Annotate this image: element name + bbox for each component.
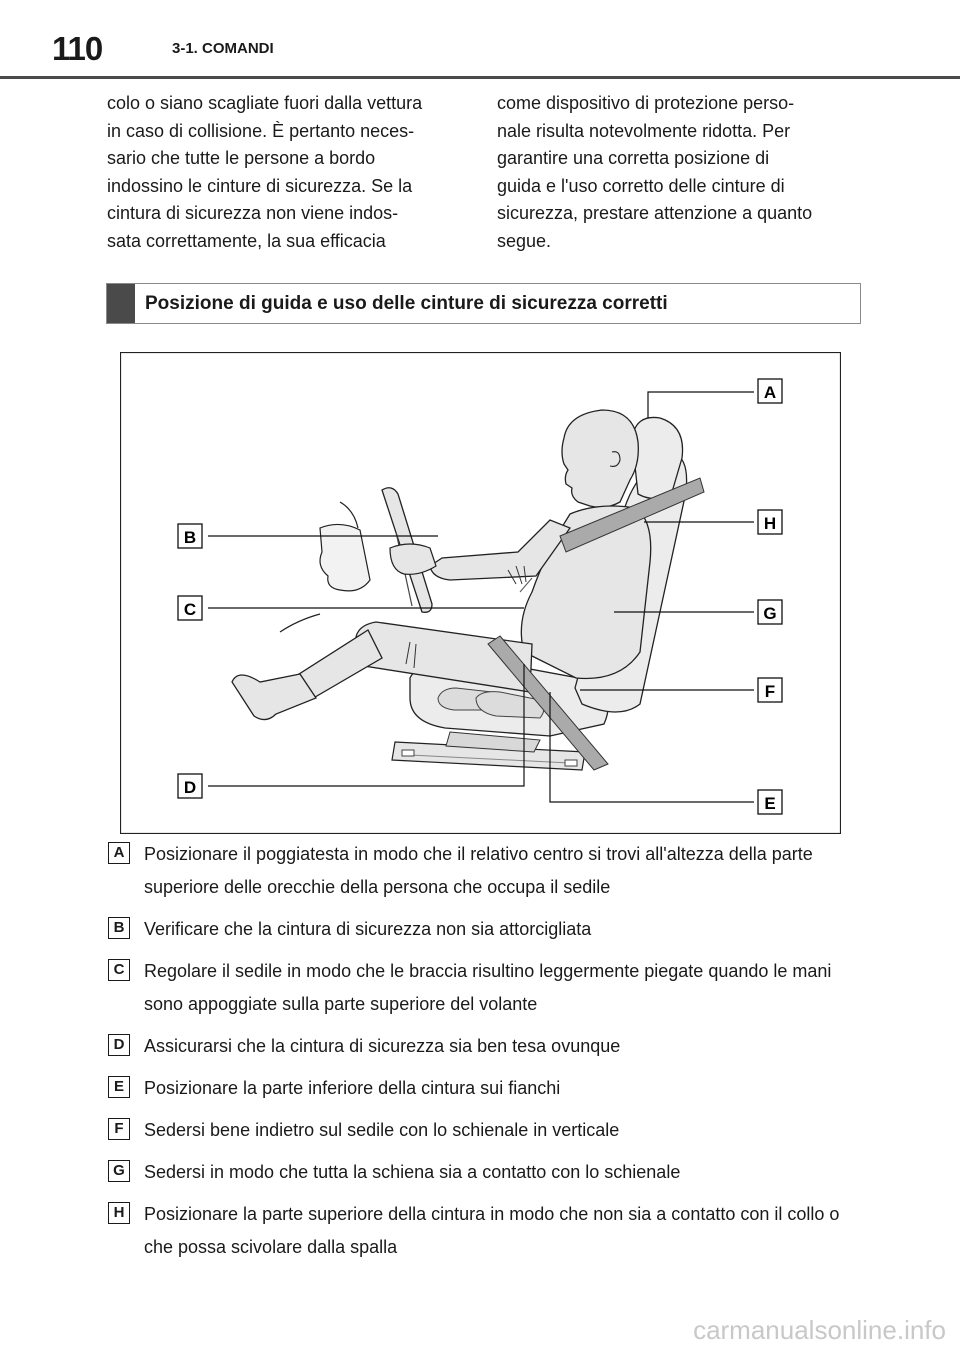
callout-label: C [183,600,197,619]
legend-text: Sedersi bene indietro sul sedile con lo schienale in verticale [144,1120,620,1140]
callout-label: G [763,604,777,623]
callout-C [178,596,202,620]
legend-badge: A [108,842,130,864]
callout-F [758,678,782,702]
legend-badge: H [108,1202,130,1224]
callout-H [758,510,782,534]
seating-posture-figure [120,352,841,834]
legend-badge: D [108,1034,130,1056]
intro-left-column [107,90,479,255]
page-number: 110 [52,30,103,67]
legend-badge: B [108,917,130,939]
legend-text: Assicurarsi che la cintura di sicurezza sia ben tesa ovunque [144,1036,621,1056]
legend-text: Verificare che la cintura di sicurezza non sia attorcigliata [144,919,592,939]
legend-item [108,1114,868,1147]
legend-item [108,913,868,946]
section-title: Posizione di guida e uso delle cinture di sicurezza corretti [145,293,668,314]
page-header [0,0,960,78]
text-line: cintura di sicurezza non viene indos- [107,203,399,223]
intro-right-column [497,90,869,255]
text-line: colo o siano scagliate fuori dalla vettura [107,93,423,113]
legend-text: Regolare il sedile in modo che le braccia risultino leggermente piegate quando le mani sono appoggiate sulla parte superiore del volante [144,961,832,1014]
legend-item [108,1198,868,1264]
text-line: come dispositivo di protezione perso- [497,93,795,113]
text-line: garantire una corretta posizione di [497,148,770,168]
legend-item [108,955,868,1021]
callout-A [758,379,782,403]
callout-G [758,600,782,624]
legend-item [108,1156,868,1189]
text-line: sicurezza, prestare attenzione a quanto [497,203,813,223]
legend-text: Posizionare la parte superiore della cintura in modo che non sia a contatto con il collo o che possa scivolare dalla spalla [144,1204,840,1257]
callout-label: H [763,514,777,533]
callout-D [178,774,202,798]
text-line: nale risulta notevolmente ridotta. Per [497,120,791,141]
legend-badge: F [108,1118,130,1140]
legend-badge: G [108,1160,130,1182]
section-heading [106,283,861,324]
legend-badge: C [108,959,130,981]
legend-text: Posizionare la parte inferiore della cintura sui fianchi [144,1078,561,1098]
text-line: segue. [497,230,552,251]
legend-item [108,1072,868,1105]
text-line: guida e l'uso corretto delle cinture di [497,175,785,196]
callout-E [758,790,782,814]
legend-item [108,838,868,904]
callout-label: D [183,778,197,797]
header-divider [0,76,960,79]
section-marker [107,284,135,323]
callout-B [178,524,202,548]
callout-label: F [764,682,776,701]
text-line: sario che tutte le persone a bordo [107,148,376,168]
figure-legend [108,838,868,1273]
legend-item [108,1030,868,1063]
legend-text: Sedersi in modo che tutta la schiena sia a contatto con lo schienale [144,1162,681,1182]
watermark: carmanualsonline.info [693,1315,946,1345]
legend-badge: E [108,1076,130,1098]
text-line: in caso di collisione. È pertanto neces- [107,120,415,141]
callout-label: B [183,528,197,547]
text-line: indossino le cinture di sicurezza. Se la [107,175,413,196]
legend-text: Posizionare il poggiatesta in modo che il relativo centro si trovi all'altezza della parte superiore delle orecchie della persona che occupa il sedile [144,844,813,897]
text-line: sata correttamente, la sua efficacia [107,230,386,251]
callout-label: E [764,794,776,813]
callout-label: A [763,383,777,402]
chapter-title: 3-1. COMANDI [172,40,274,57]
